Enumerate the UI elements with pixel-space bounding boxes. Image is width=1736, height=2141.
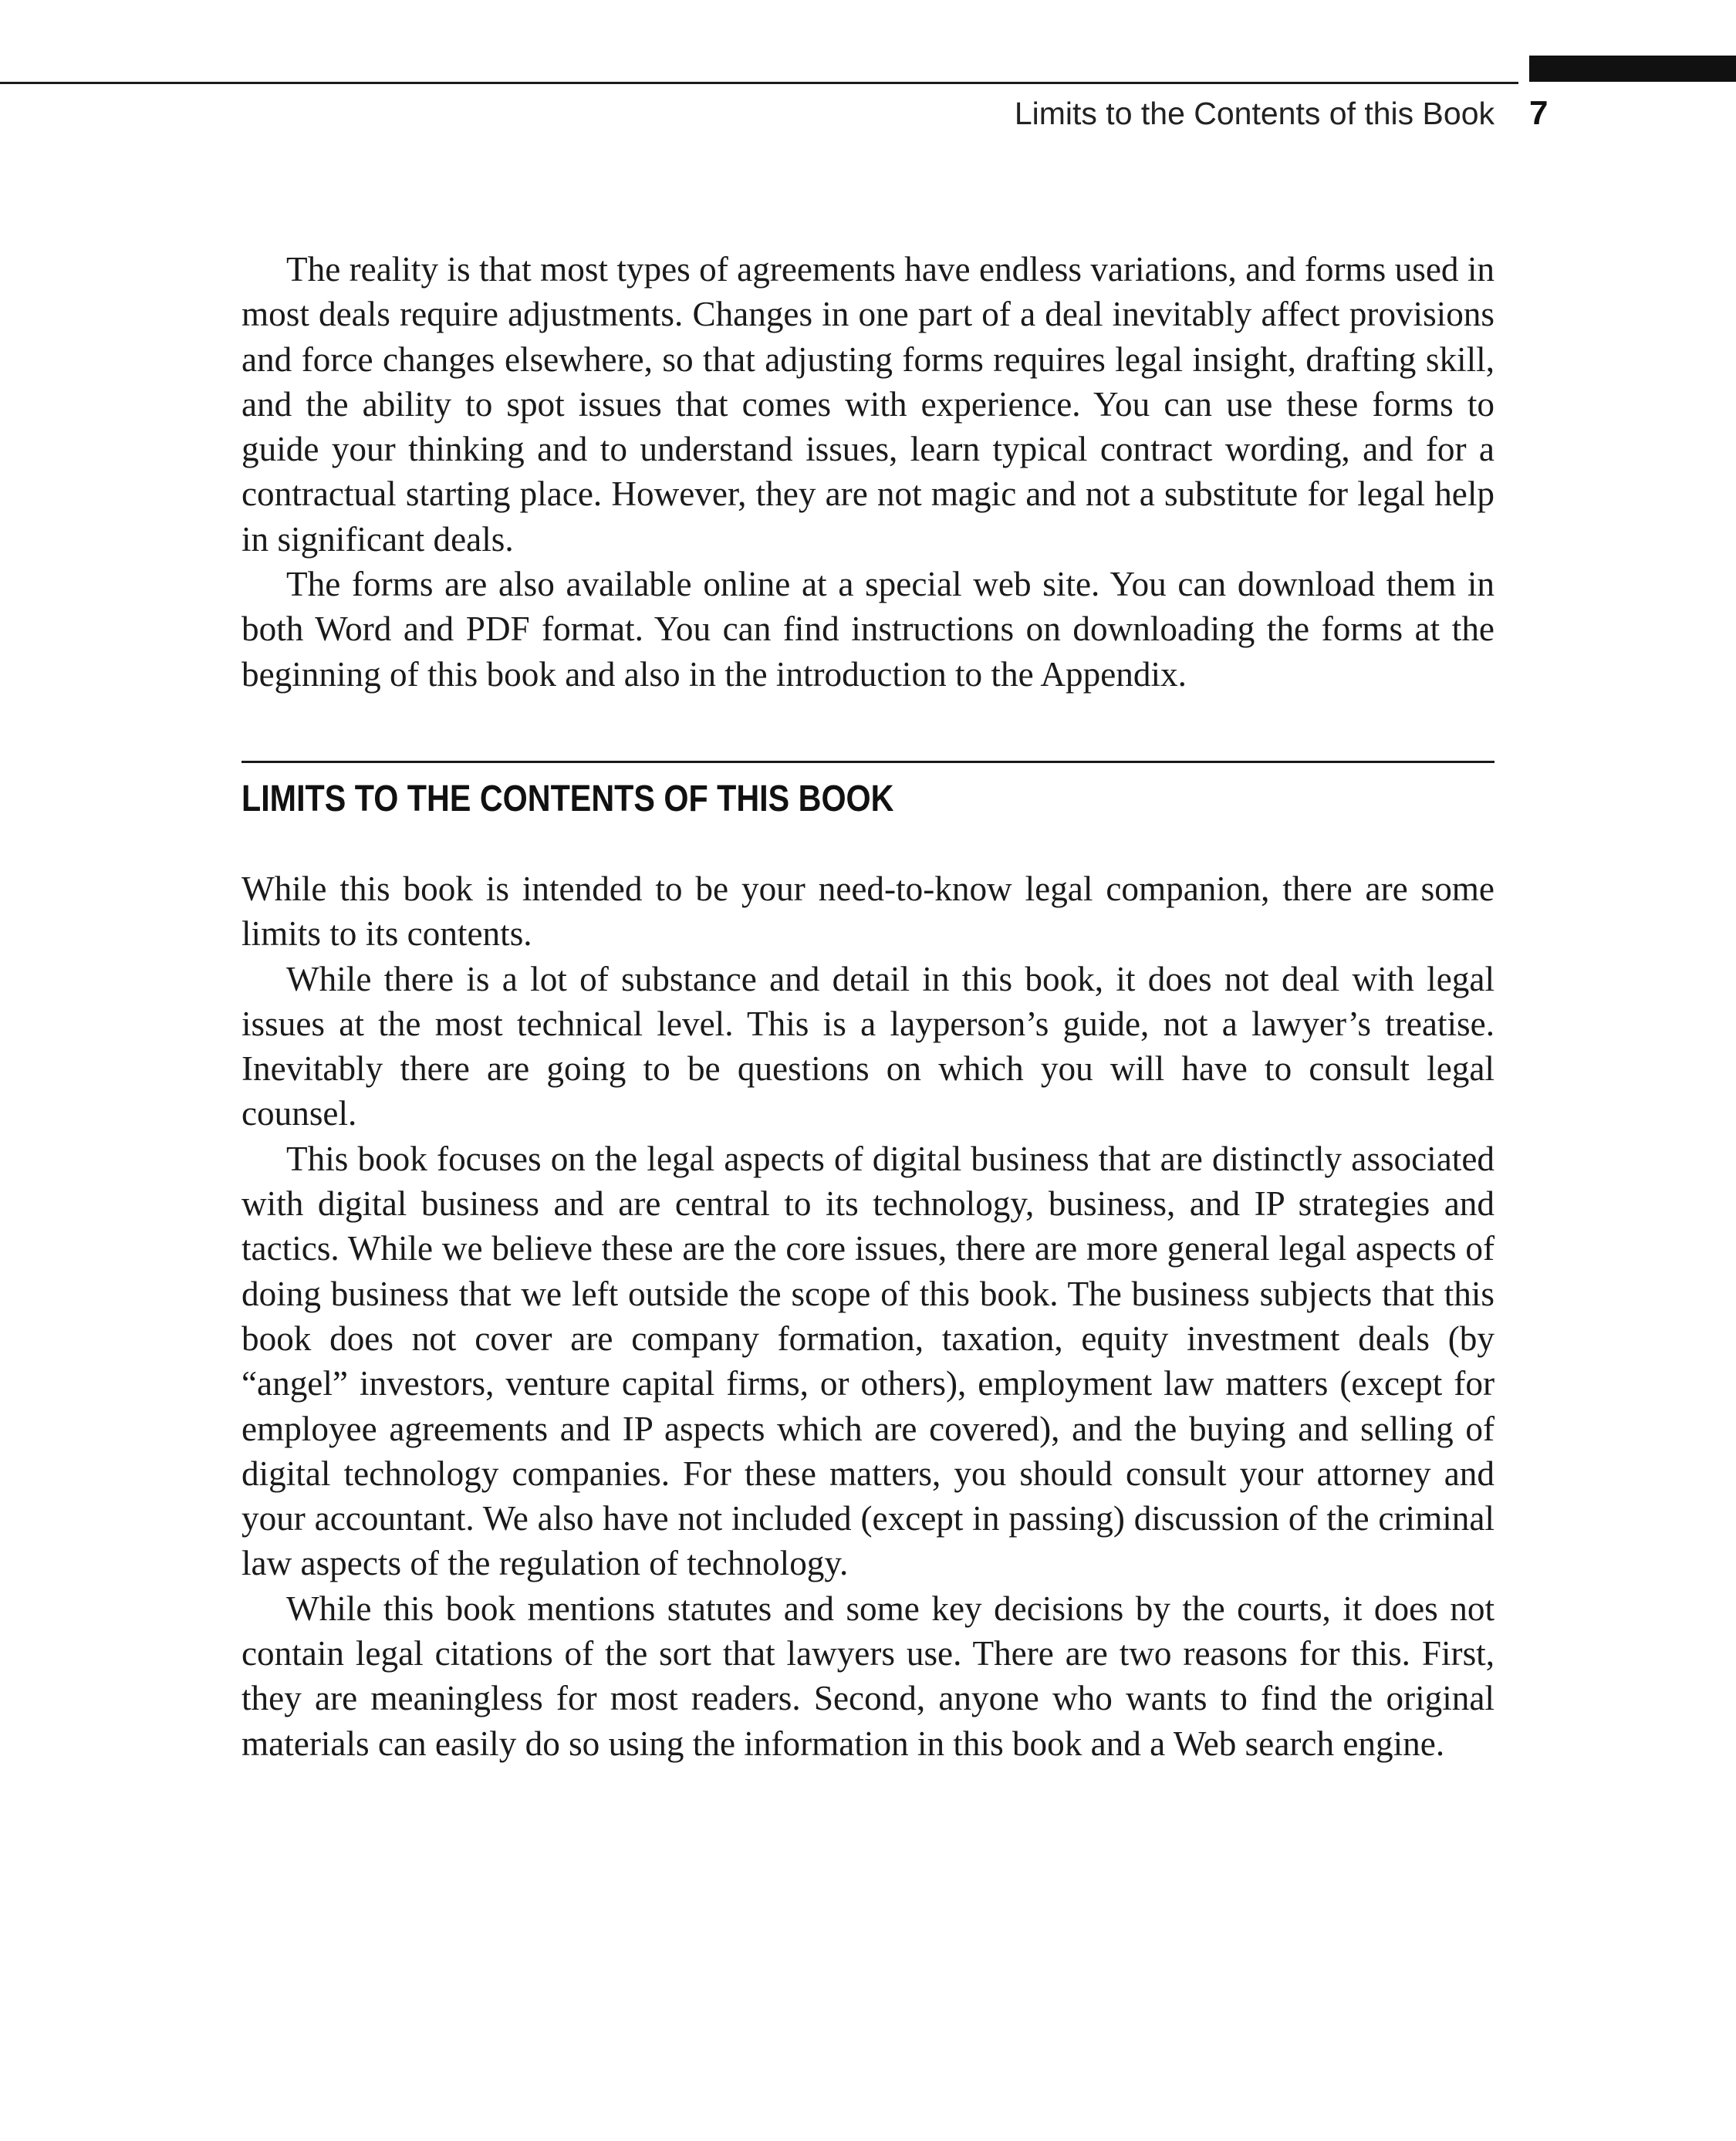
- section-rule: [241, 761, 1495, 763]
- running-head: Limits to the Contents of this Book: [1014, 96, 1495, 131]
- paragraph: While there is a lot of substance and detail in this book, it does not deal with legal issues at the most technical level. This is a layperson’s guide, not a lawyer’s treatise. Inevitably there are going to be questions on which you will have to consult legal counsel.: [241, 959, 1495, 1133]
- paragraph: This book focuses on the legal aspects of digital business that are distinctly associated with digital business and are central to its technology, business, and IP strategies and tactics. While we believe these are the core issues, there are more general legal aspects of doing business that we left outside the scope of this book. The business subjects that this book does not cover are company formation, taxation, equity investment deals (by “angel” investors, venture capital firms, or others), employment law matters (except for employee agreements and IP aspects which are covered), and the buying and selling of digital technology companies. For these matters, you should consult your attorney and your accountant. We also have not included (except in passing) discussion of the criminal law aspects of the regulation of technology.: [241, 1139, 1495, 1583]
- paragraph: While this book is intended to be your need-to-know legal companion, there are some limits to its contents.: [241, 869, 1495, 954]
- section-heading: LIMITS TO THE CONTENTS OF THIS BOOK: [241, 778, 894, 819]
- page-number: 7: [1529, 94, 1549, 132]
- section-body: [241, 866, 1495, 1766]
- paragraph: While this book mentions statutes and some key decisions by the courts, it does not contain legal citations of the sort that lawyers use. There are two reasons for this. First, they are meaningless for most readers. Second, anyone who wants to find the original materials can easily do so using the information in this book and a Web search engine.: [241, 1589, 1495, 1763]
- page-body: [241, 247, 1495, 1766]
- header-bar: [1529, 56, 1736, 82]
- paragraph: The forms are also available online at a special web site. You can download them in both Word and PDF format. You can find instructions on downloading the forms at the beginning of this book and also in the introduction to the Appendix.: [241, 565, 1495, 694]
- header-rule: [0, 82, 1518, 84]
- paragraph: The reality is that most types of agreements have endless variations, and forms used in most deals require adjustments. Changes in one part of a deal inevitably affect provisions and force changes elsewhere, so that adjusting forms requires legal insight, drafting skill, and the ability to spot issues that comes with experience. You can use these forms to guide your thinking and to understand issues, learn typical contract wording, and for a contractual starting place. However, they are not magic and not a substitute for legal help in significant deals.: [241, 250, 1495, 559]
